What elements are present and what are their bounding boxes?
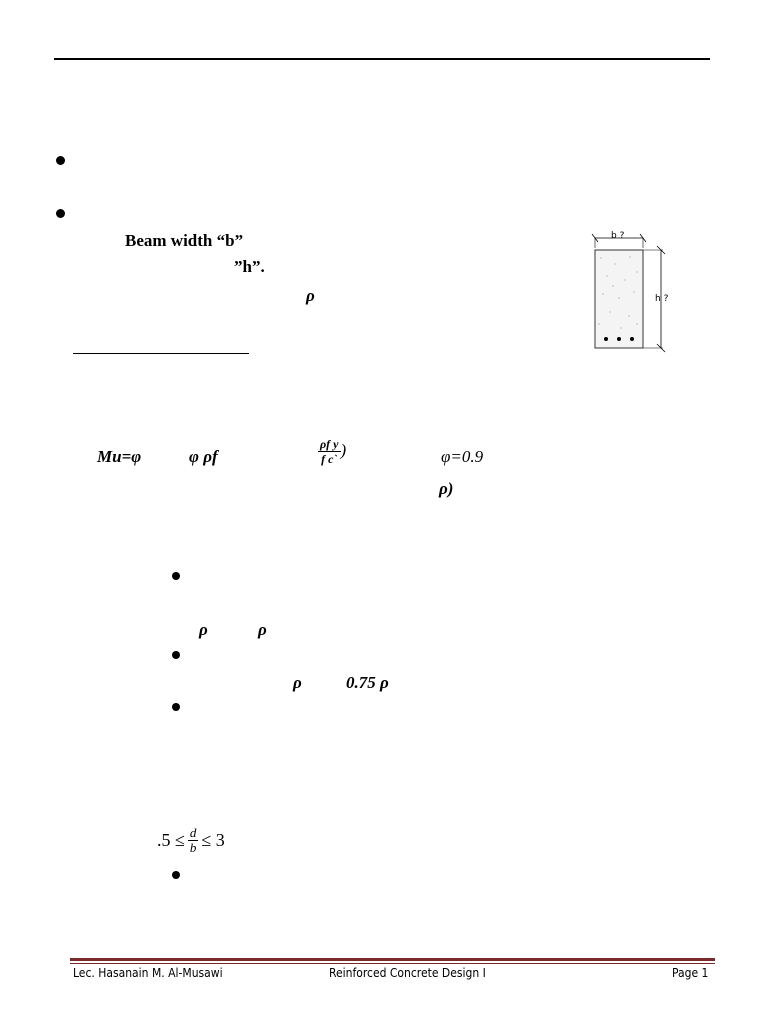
bullet <box>172 703 180 711</box>
b-dimension-label: b ? <box>611 231 625 241</box>
depth-ratio <box>157 826 225 855</box>
fraction-numerator: ρf y <box>320 437 339 451</box>
eq-fraction <box>318 437 346 466</box>
ratio-lhs: .5 ≤ <box>157 830 185 850</box>
eq-rho-paren: ρ) <box>439 479 454 498</box>
ratio-numerator: d <box>189 825 197 840</box>
close-paren: ) <box>340 440 347 460</box>
section-underline <box>73 353 249 354</box>
rho-symbol: ρ <box>293 673 302 692</box>
footer-rule <box>70 958 715 961</box>
bullet <box>56 209 65 218</box>
rho-symbol: ρ <box>306 286 315 305</box>
footer-rule <box>70 963 715 964</box>
rho-limit: 0.75 ρ <box>346 673 389 692</box>
eq-mu-phi: Mu=φ <box>97 447 142 466</box>
fraction-denominator: f c` <box>321 452 338 466</box>
footer-page: Page 1 <box>672 966 709 980</box>
beam-width-text: Beam width “b” <box>125 231 244 250</box>
rho-symbol: ρ <box>199 620 208 639</box>
beam-section-figure <box>585 228 675 356</box>
rho-symbol: ρ <box>258 620 267 639</box>
eq-phi-value: φ=0.9 <box>441 447 484 466</box>
bullet <box>56 156 65 165</box>
bullet <box>172 651 180 659</box>
eq-phi-rho-f: φ ρf <box>189 447 218 466</box>
header-rule <box>54 58 710 60</box>
bullet <box>172 871 180 879</box>
ratio-denominator: b <box>189 840 197 855</box>
ratio-rhs: ≤ 3 <box>201 830 225 850</box>
height-text: ”h”. <box>234 257 265 276</box>
bullet <box>172 572 180 580</box>
footer-author: Lec. Hasanain M. Al-Musawi <box>73 966 223 980</box>
footer-course: Reinforced Concrete Design I <box>329 966 486 980</box>
h-dimension-label: h ? <box>655 294 669 304</box>
